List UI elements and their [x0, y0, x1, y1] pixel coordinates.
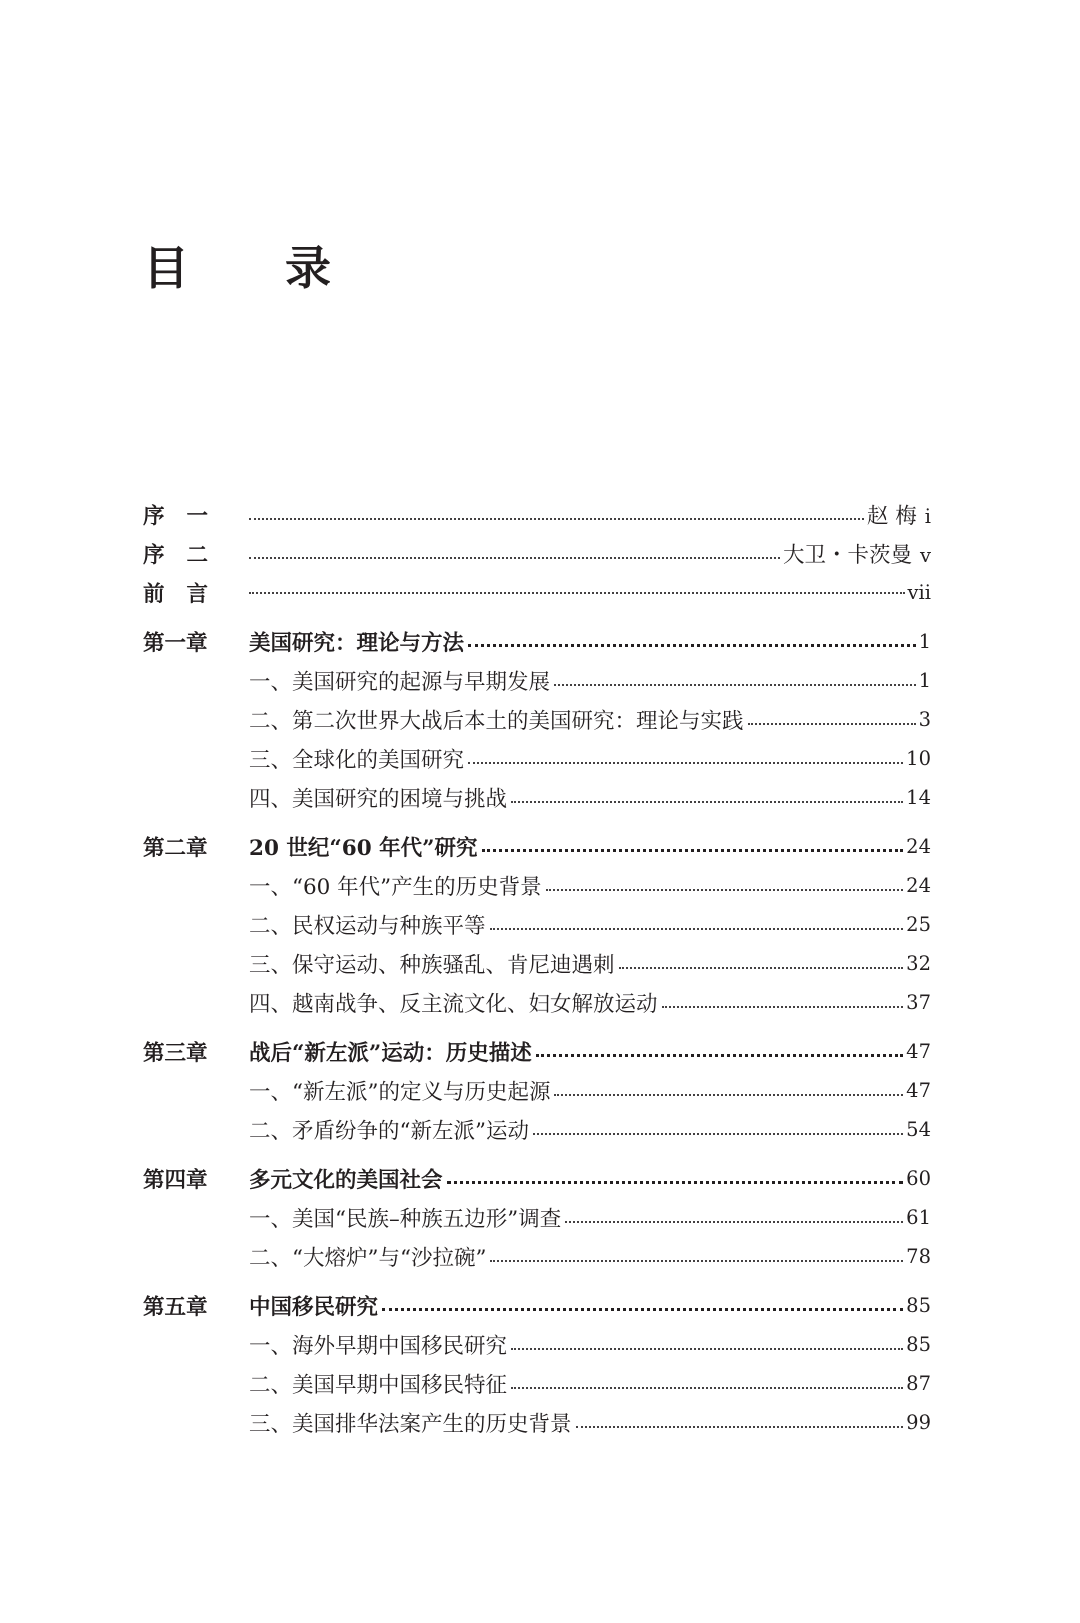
toc-section-title: 四、越南战争、反主流文化、妇女解放运动	[249, 992, 658, 1017]
toc-entry-foreword[interactable]	[143, 573, 931, 612]
dot-leader	[533, 1129, 903, 1135]
toc-page: 47	[906, 1079, 931, 1102]
toc-section[interactable]	[143, 1364, 931, 1403]
toc-page: 10	[906, 747, 931, 770]
toc-section-title: 三、全球化的美国研究	[249, 748, 465, 773]
dot-leader	[554, 1090, 903, 1096]
toc-page: 54	[906, 1118, 931, 1141]
toc-label: 序一	[143, 504, 231, 529]
toc-page: 1	[918, 630, 931, 653]
toc-section-title: 三、美国排华法案产生的历史背景	[249, 1412, 572, 1437]
dot-leader	[565, 1217, 903, 1223]
toc-section[interactable]	[143, 1110, 931, 1149]
toc-entry-preface-1[interactable]	[143, 495, 931, 534]
toc-page: 3	[918, 708, 931, 731]
toc-page: 1	[918, 669, 931, 692]
dot-leader	[619, 963, 904, 969]
toc-section-title: 一、“新左派”的定义与历史起源	[249, 1080, 551, 1105]
dot-leader	[511, 1383, 903, 1389]
dot-leader	[748, 719, 916, 725]
dot-leader	[382, 1304, 903, 1311]
dot-leader	[511, 797, 903, 803]
dot-leader	[447, 1177, 904, 1184]
toc-chapter-title: 战后“新左派”运动：历史描述	[249, 1041, 532, 1066]
dot-leader	[468, 758, 903, 764]
toc-chapter-title: 20 世纪“60 年代”研究	[249, 836, 478, 861]
toc-author: 大卫・卡茨曼	[782, 543, 912, 568]
toc-label: 序二	[143, 543, 231, 568]
toc-page: i	[924, 505, 931, 528]
toc-section-title: 二、美国早期中国移民特征	[249, 1373, 508, 1398]
toc-section[interactable]	[143, 700, 931, 739]
toc-section[interactable]	[143, 1237, 931, 1276]
toc-page: 24	[906, 835, 931, 858]
toc-section-title: 二、矛盾纷争的“新左派”运动	[249, 1119, 529, 1144]
toc-section-title: 四、美国研究的困境与挑战	[249, 787, 508, 812]
toc-page: 78	[906, 1245, 931, 1268]
dot-leader	[576, 1422, 904, 1428]
toc-chapter-title: 中国移民研究	[249, 1295, 379, 1320]
toc-section[interactable]	[143, 739, 931, 778]
toc-entry-preface-2[interactable]	[143, 534, 931, 573]
toc-section[interactable]	[143, 905, 931, 944]
toc-page: 32	[906, 952, 931, 975]
page-title: 目 录	[143, 241, 372, 295]
toc-section-title: 一、海外早期中国移民研究	[249, 1334, 508, 1359]
toc-page: 61	[906, 1206, 931, 1229]
toc-section-title: 三、保守运动、种族骚乱、肯尼迪遇刺	[249, 953, 615, 978]
toc-section-title: 一、“60 年代”产生的历史背景	[249, 875, 542, 900]
toc-chapter-title: 美国研究：理论与方法	[249, 631, 465, 656]
toc-page: 60	[906, 1167, 931, 1190]
toc-author: 赵 梅	[866, 504, 917, 529]
toc-page: 87	[906, 1372, 931, 1395]
toc-page: 24	[906, 874, 931, 897]
toc-chapter-label: 第二章	[143, 836, 208, 861]
dot-leader	[468, 640, 916, 647]
toc-page: 37	[906, 991, 931, 1014]
dot-leader	[546, 885, 903, 891]
toc-chapter-3[interactable]	[143, 1032, 931, 1071]
dot-leader	[482, 845, 904, 852]
toc-section-title: 二、“大熔炉”与“沙拉碗”	[249, 1246, 487, 1271]
toc-page: 47	[906, 1040, 931, 1063]
toc-chapter-1[interactable]	[143, 622, 931, 661]
toc-page: 85	[906, 1294, 931, 1317]
dot-leader	[490, 924, 904, 930]
toc-chapter-label: 第五章	[143, 1295, 208, 1320]
dot-leader	[511, 1344, 903, 1350]
toc-section[interactable]	[143, 661, 931, 700]
toc-section-title: 一、美国“民族–种族五边形”调查	[249, 1207, 562, 1232]
toc-section[interactable]	[143, 778, 931, 817]
toc-chapter-4[interactable]	[143, 1159, 931, 1198]
toc-section[interactable]	[143, 944, 931, 983]
toc-section[interactable]	[143, 1403, 931, 1442]
toc-section-title: 二、民权运动与种族平等	[249, 914, 486, 939]
toc-chapter-title: 多元文化的美国社会	[249, 1168, 443, 1193]
toc-label: 前言	[143, 582, 231, 607]
dot-leader	[554, 680, 916, 686]
table-of-contents	[143, 495, 931, 1442]
toc-section[interactable]	[143, 1198, 931, 1237]
toc-page: 14	[906, 786, 931, 809]
toc-chapter-label: 第四章	[143, 1168, 208, 1193]
toc-section-title: 一、美国研究的起源与早期发展	[249, 670, 551, 695]
toc-page: vii	[907, 581, 931, 604]
dot-leader	[490, 1256, 903, 1262]
toc-page: 85	[906, 1333, 931, 1356]
dot-leader	[249, 588, 905, 594]
dot-leader	[662, 1002, 904, 1008]
toc-section[interactable]	[143, 1325, 931, 1364]
toc-section-title: 二、第二次世界大战后本土的美国研究：理论与实践	[249, 709, 744, 734]
toc-page: v	[919, 544, 931, 567]
toc-chapter-5[interactable]	[143, 1286, 931, 1325]
toc-section[interactable]	[143, 983, 931, 1022]
toc-chapter-label: 第一章	[143, 631, 208, 656]
dot-leader	[536, 1050, 903, 1057]
toc-chapter-label: 第三章	[143, 1041, 208, 1066]
dot-leader	[249, 514, 864, 520]
toc-page: 99	[906, 1411, 931, 1434]
toc-section[interactable]	[143, 866, 931, 905]
toc-section[interactable]	[143, 1071, 931, 1110]
toc-chapter-2[interactable]	[143, 827, 931, 866]
toc-page: 25	[906, 913, 931, 936]
dot-leader	[249, 553, 780, 559]
